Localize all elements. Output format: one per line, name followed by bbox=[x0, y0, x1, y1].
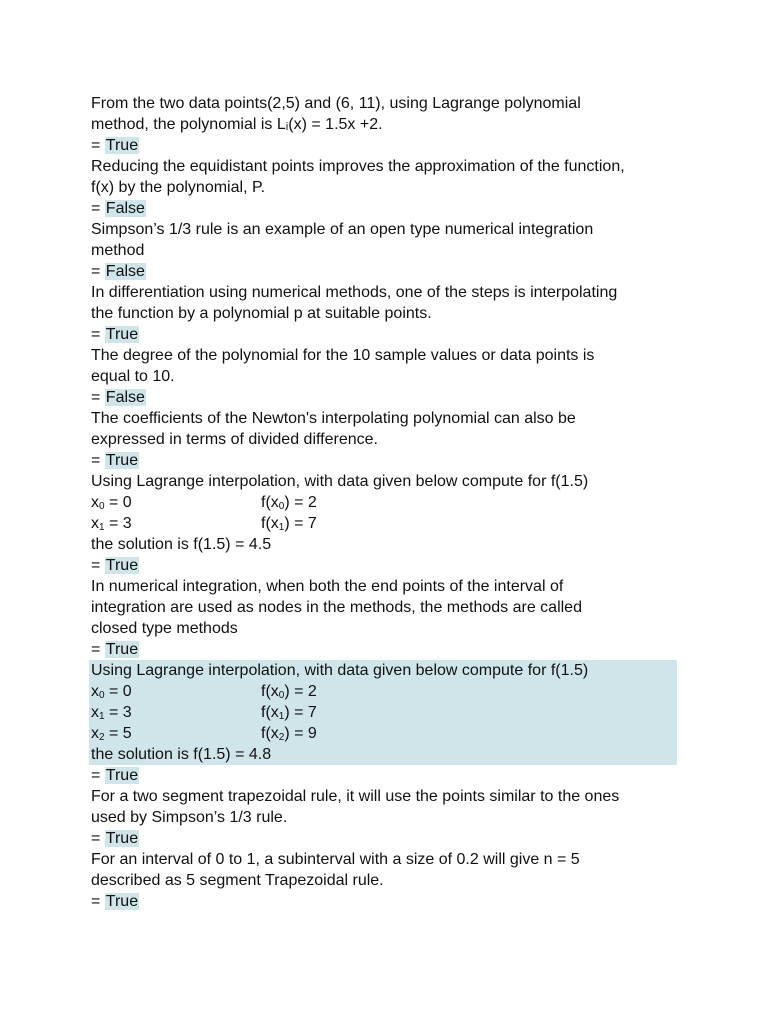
f-value: $f(x_0) = 2$ bbox=[261, 683, 317, 701]
question-line: f(x) by the polynomial, P. bbox=[91, 179, 266, 196]
answer-prefix: = bbox=[91, 893, 105, 910]
question-line: Reducing the equidistant points improves the approximation of the function, bbox=[91, 158, 625, 175]
question-line: method bbox=[91, 242, 145, 259]
answer-prefix: = bbox=[91, 830, 105, 847]
answer-prefix: = bbox=[91, 326, 105, 343]
question-line: described as 5 segment Trapezoidal rule. bbox=[91, 872, 384, 889]
answer-prefix: = bbox=[91, 452, 105, 469]
answer-value: False bbox=[105, 389, 145, 406]
answer-value: False bbox=[105, 200, 145, 217]
answer-value: True bbox=[105, 767, 139, 784]
qa-item bbox=[91, 345, 691, 408]
question-line: closed type methods bbox=[91, 620, 238, 637]
f-value: $f(x_0) = 2$ bbox=[261, 494, 317, 512]
x-value: $x_0 = 0$ bbox=[91, 494, 132, 512]
x-value: $x_1 = 3$ bbox=[91, 704, 132, 722]
x-value: $x_2 = 5$ bbox=[91, 725, 132, 743]
f-value: $f(x_1) = 7$ bbox=[261, 704, 317, 722]
x-value: $x_0 = 0$ bbox=[91, 683, 132, 701]
qa-item bbox=[91, 471, 691, 576]
answer-value: True bbox=[105, 137, 139, 154]
question-line: For a two segment trapezoidal rule, it will use the points similar to the ones bbox=[91, 788, 620, 805]
qa-item bbox=[91, 156, 691, 219]
answer-prefix: = bbox=[91, 263, 105, 280]
answer-value: True bbox=[105, 830, 139, 847]
answer-line bbox=[91, 450, 691, 471]
answer-value: True bbox=[105, 557, 139, 574]
f-value: $f(x_2) = 9$ bbox=[261, 725, 317, 743]
answer-prefix: = bbox=[91, 137, 105, 154]
qa-item bbox=[91, 408, 691, 471]
question-line: method, the polynomial is Lᵢ(x) = 1.5x +2. bbox=[91, 116, 383, 133]
data-row bbox=[91, 492, 691, 513]
qa-item bbox=[91, 660, 691, 786]
answer-prefix: = bbox=[91, 200, 105, 217]
data-row bbox=[91, 702, 677, 723]
question-line: The degree of the polynomial for the 10 sample values or data points is bbox=[91, 347, 595, 364]
answer-line bbox=[91, 891, 691, 912]
data-row bbox=[91, 723, 677, 744]
answer-line bbox=[91, 198, 691, 219]
solution-line: the solution is f(1.5) = 4.5 bbox=[91, 536, 272, 553]
answer-value: True bbox=[105, 641, 139, 658]
answer-line bbox=[91, 135, 691, 156]
qa-item bbox=[91, 786, 691, 849]
data-row bbox=[91, 513, 691, 534]
highlighted-block bbox=[89, 660, 677, 765]
solution-line: the solution is f(1.5) = 4.8 bbox=[91, 746, 272, 763]
question-line: used by Simpson’s 1/3 rule. bbox=[91, 809, 288, 826]
question-line: equal to 10. bbox=[91, 368, 175, 385]
question-line: Using Lagrange interpolation, with data given below compute for f(1.5) bbox=[91, 662, 589, 679]
question-line: Simpson’s 1/3 rule is an example of an open type numerical integration bbox=[91, 221, 594, 238]
qa-item bbox=[91, 849, 691, 912]
question-line: integration are used as nodes in the methods, the methods are called bbox=[91, 599, 582, 616]
answer-value: False bbox=[105, 263, 145, 280]
question-line: In differentiation using numerical methods, one of the steps is interpolating bbox=[91, 284, 618, 301]
answer-value: True bbox=[105, 326, 139, 343]
answer-prefix: = bbox=[91, 767, 105, 784]
x-value: $x_1 = 3$ bbox=[91, 515, 132, 533]
answer-line bbox=[91, 639, 691, 660]
qa-item bbox=[91, 282, 691, 345]
f-value: $f(x_1) = 7$ bbox=[261, 515, 317, 533]
answer-prefix: = bbox=[91, 389, 105, 406]
answer-line bbox=[91, 828, 691, 849]
answer-line bbox=[91, 324, 691, 345]
answer-prefix: = bbox=[91, 557, 105, 574]
question-line: From the two data points(2,5) and (6, 11), using Lagrange polynomial bbox=[91, 95, 581, 112]
qa-item bbox=[91, 576, 691, 660]
answer-line bbox=[91, 261, 691, 282]
qa-item bbox=[91, 93, 691, 156]
answer-line bbox=[91, 387, 691, 408]
answer-line bbox=[91, 765, 691, 786]
answer-line bbox=[91, 555, 691, 576]
question-line: the function by a polynomial p at suitable points. bbox=[91, 305, 432, 322]
question-line: The coefficients of the Newton's interpolating polynomial can also be bbox=[91, 410, 576, 427]
question-line: expressed in terms of divided difference. bbox=[91, 431, 378, 448]
answer-value: True bbox=[105, 452, 139, 469]
data-row bbox=[91, 681, 677, 702]
qa-list bbox=[91, 93, 691, 912]
question-line: In numerical integration, when both the end points of the interval of bbox=[91, 578, 564, 595]
qa-item bbox=[91, 219, 691, 282]
answer-value: True bbox=[105, 893, 139, 910]
answer-prefix: = bbox=[91, 641, 105, 658]
question-line: Using Lagrange interpolation, with data given below compute for f(1.5) bbox=[91, 473, 589, 490]
question-line: For an interval of 0 to 1, a subinterval with a size of 0.2 will give n = 5 bbox=[91, 851, 580, 868]
